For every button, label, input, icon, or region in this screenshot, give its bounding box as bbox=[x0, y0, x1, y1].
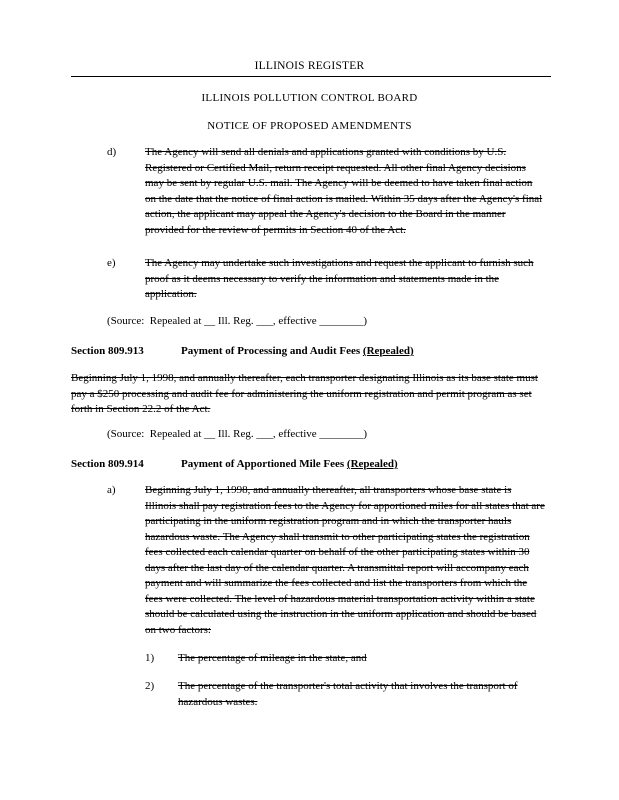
board-title: ILLINOIS POLLUTION CONTROL BOARD bbox=[201, 92, 418, 104]
notice-title: NOTICE OF PROPOSED AMENDMENTS bbox=[207, 120, 412, 132]
section-913-number: Section 809.913 bbox=[71, 345, 144, 357]
source-note-2: (Source: Repealed at __ Ill. Reg. ___, effective ________) bbox=[107, 428, 368, 440]
source-note-1: (Source: Repealed at __ Ill. Reg. ___, effective ________) bbox=[107, 315, 368, 327]
item-a-label: a) bbox=[107, 484, 116, 496]
subitem-1-label: 1) bbox=[145, 652, 155, 664]
item-a-text: Beginning July 1, 1998, and annually thereafter, all transporters whose base state is Illinois shall pay registration fees to the Agency for apportioned miles for all states that are participating in the uniform registration program and in which the transporter hauls hazardous waste. The Agency shall transmit to other participating states the registration fees collected each calendar quarter on behalf of the other participating states within 30 days after the last day of the calendar quarter. A transmittal report will accompany each payment and will summarize the fees collected and list the transporters from which the fees were collected. The level of hazardous material transportation activity within a state should be calculated using the instruction in the uniform application and should be based on two factors: bbox=[145, 484, 545, 636]
item-d-text: The Agency will send all denials and applications granted with conditions by U.S. Registered or Certified Mail, return receipt requested. All other final Agency decisions may be sent by regular U.S. mail. The Agency will be deemed to have taken final action on the date that the notice of final action is mailed. Within 35 days after the Agency's final action, the applicant may appeal the Agency's decision to the Board in the manner provided for the review of permits in Section 40 of the Act. bbox=[145, 146, 543, 236]
section-914-number: Section 809.914 bbox=[71, 458, 144, 470]
subitem-2-text: The percentage of the transporter's total activity that involves the transport of hazardous wastes. bbox=[178, 680, 518, 708]
section-913-heading bbox=[71, 345, 414, 357]
subitem-1-text: The percentage of mileage in the state, and bbox=[178, 652, 367, 664]
subitem-2-label: 2) bbox=[145, 680, 155, 692]
section-914-title: Payment of Apportioned Mile Fees bbox=[181, 458, 345, 470]
section-913-title: Payment of Processing and Audit Fees bbox=[181, 345, 361, 357]
header-divider bbox=[71, 76, 551, 77]
section-913-text: Beginning July 1, 1998, and annually thereafter, each transporter designating Illinois as its base state must pay a $250 processing and audit fee for administering the uniform registration and permit program as set forth in Section 22.2 of the Act. bbox=[71, 372, 538, 415]
item-d-label: d) bbox=[107, 146, 117, 158]
register-title: ILLINOIS REGISTER bbox=[254, 60, 365, 72]
section-914-heading bbox=[71, 458, 398, 470]
section-913-repealed: (Repealed) bbox=[362, 345, 414, 357]
section-914-repealed: (Repealed) bbox=[346, 458, 398, 470]
item-e-text: The Agency may undertake such investigations and request the applicant to furnish such proof as it deems necessary to verify the information and statements made in the application. bbox=[145, 257, 534, 300]
item-e-label: e) bbox=[107, 257, 116, 269]
